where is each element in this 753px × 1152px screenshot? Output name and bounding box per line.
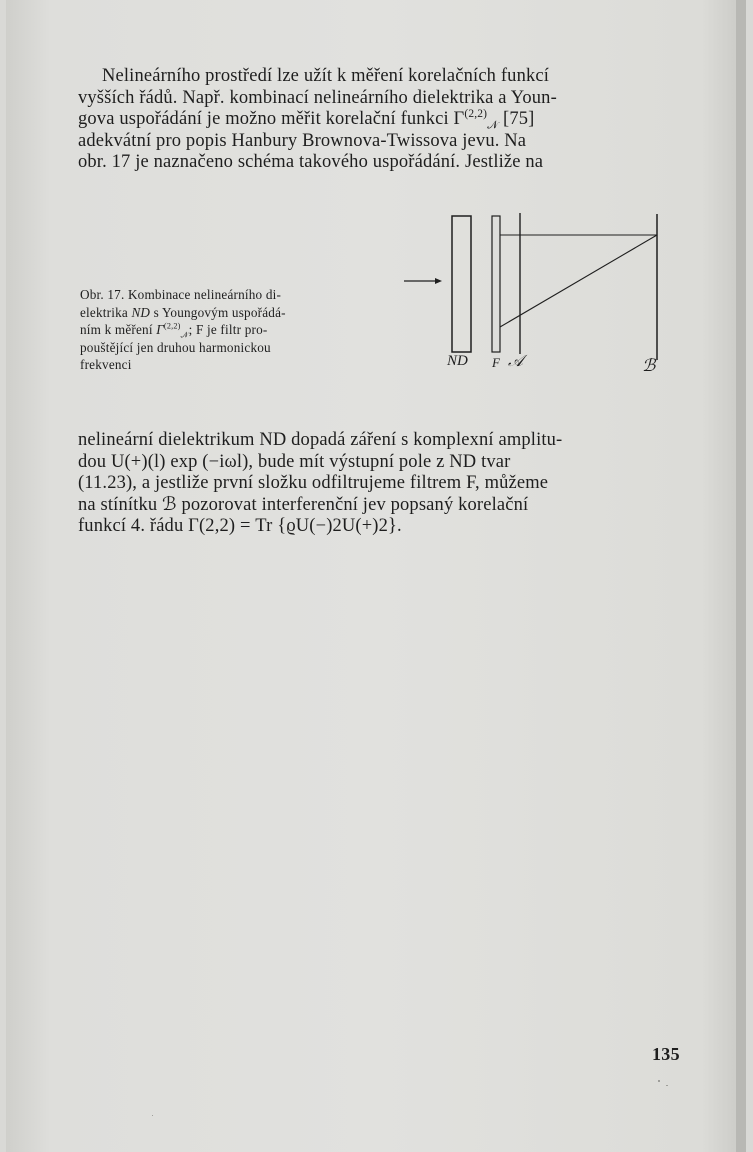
caption-gamma-superscript: (2,2) — [163, 321, 181, 331]
filter-f — [492, 216, 500, 352]
paragraph-2-line-4: na stínítku ℬ pozorovat interferenční jev popsaný korelační — [78, 494, 529, 515]
paper-speck — [666, 1085, 668, 1086]
paragraph-1 — [78, 66, 674, 174]
page-number: 135 — [652, 1044, 680, 1064]
paragraph-2-line-2: dou U(+)(l) exp (−iωl), bude mít výstupní pole z ND tvar — [78, 451, 511, 472]
ray-lower — [500, 235, 657, 327]
caption-line-4: pouštějící jen druhou harmonickou — [80, 339, 271, 355]
reference-75: [75] — [503, 109, 535, 130]
label-nd: ND — [447, 353, 468, 369]
caption-line-2-suffix: s Youngovým uspořádá- — [150, 304, 286, 320]
caption-line-3 — [80, 321, 380, 339]
paper-speck — [152, 1115, 153, 1116]
paragraph-2-line-1: nelineární dielektrikum ND dopadá záření s komplexní amplitu- — [78, 430, 563, 450]
paragraph-2 — [78, 430, 674, 538]
paragraph-2-line-3: (11.23), a jestliže první složku odfiltrujeme filtrem F, můžeme — [78, 473, 549, 494]
caption-line-2 — [80, 304, 380, 322]
paragraph-1-line-2: vyšších řádů. Např. kombinací nelineárního dielektrika a Youn- — [78, 87, 557, 108]
caption-line-3-prefix: ním k měření — [80, 322, 157, 338]
caption-line-5: frekvenci — [80, 357, 132, 373]
caption-line-1: Obr. 17. Kombinace nelineárního di- — [80, 287, 282, 302]
paragraph-1-line-4: adekvátní pro popis Hanbury Brownova-Twissova jevu. Na — [78, 130, 527, 151]
gamma-subscript: 𝒩 — [487, 119, 499, 132]
caption-line-2-prefix: elektrika — [80, 304, 132, 320]
figure-17-svg — [394, 208, 684, 388]
label-screen-b: ℬ — [642, 356, 656, 375]
figure-17-diagram — [394, 208, 684, 388]
figure-17-caption — [80, 286, 380, 374]
label-screen-a: 𝒜 — [508, 353, 524, 370]
paragraph-1-line-3 — [78, 109, 674, 131]
nonlinear-dielectric-nd — [452, 216, 471, 352]
caption-gamma: Γ — [156, 322, 164, 338]
paragraph-1-line-1: Nelineárního prostředí lze užít k měření korelačních funkcí — [102, 66, 550, 86]
caption-line-3-suffix: ; F je filtr pro- — [188, 322, 268, 338]
label-filter: F — [492, 355, 500, 370]
gamma-superscript: (2,2) — [464, 108, 488, 121]
paragraph-2-line-5: funkcí 4. řádu Γ(2,2) = Tr {ϱU(−)2U(+)2}. — [78, 516, 402, 537]
paragraph-1-line-3-text: gova uspořádání je možno měřit korelační funkci Γ — [78, 109, 465, 130]
page-spine-shadow — [736, 0, 746, 1152]
caption-nd: ND — [131, 304, 151, 320]
paragraph-1-line-5: obr. 17 je naznačeno schéma takového uspořádání. Jestliže na — [78, 152, 544, 173]
incident-arrow-head — [435, 278, 442, 284]
caption-gamma-subscript: 𝒩 — [180, 330, 189, 340]
book-page — [6, 0, 746, 1152]
paper-speck — [658, 1080, 660, 1082]
